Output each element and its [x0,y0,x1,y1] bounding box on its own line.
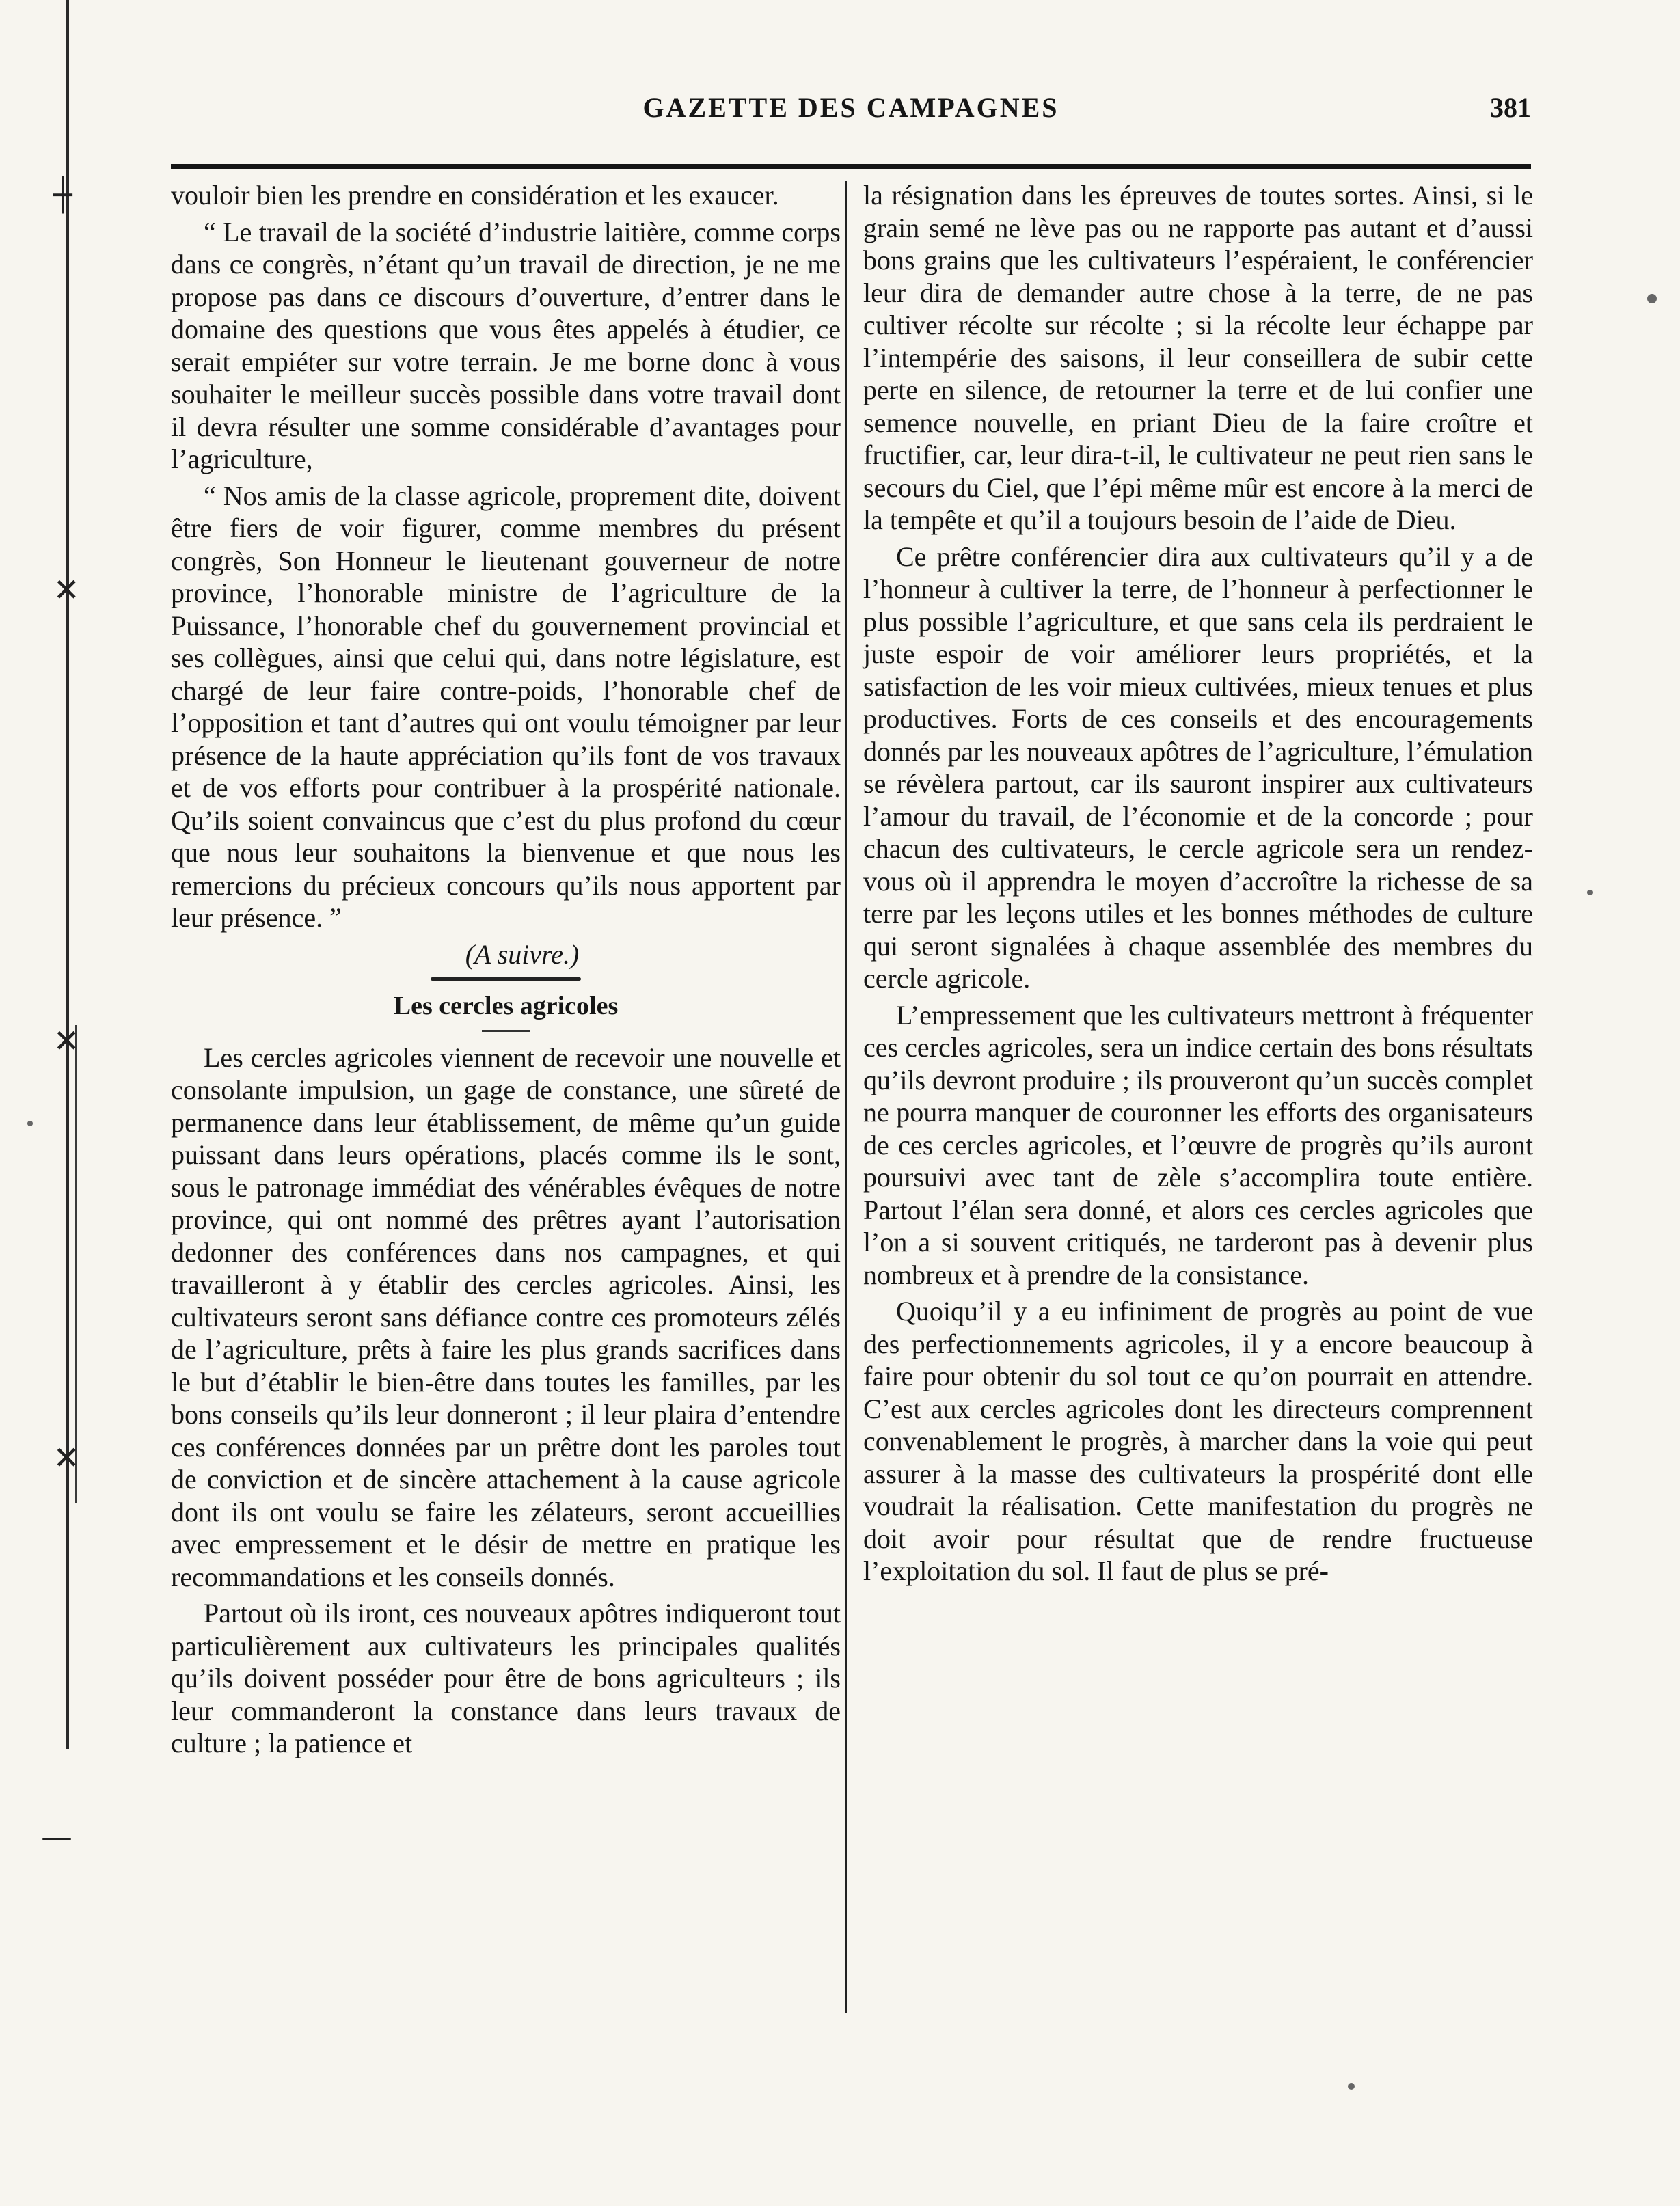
section-separator [431,977,581,981]
journal-title: GAZETTE DES CAMPAGNES [642,92,1059,123]
paragraph: “ Le travail de la société d’industrie laitière, comme corps dans ce congrès, n’étant qu’un travail de direction, je ne me propose pas dans ce discours d’ouverture, d’entrer dans le domaine des questions que vous êtes appelés à étudier, ce serait empiéter sur votre terrain. Je me borne donc à vous souhaiter le meilleur succès possible dans votre travail dont il devra résulter une somme considérable d’avantages pour l’agriculture, [171,216,841,474]
paragraph: la résignation dans les épreuves de toutes sortes. Ainsi, si le grain semé ne lève pas ou ne rapporte pas autant et d’aussi bons grains que les cultivateurs l’espéraient, le conférencier leur dira de demander autre chose à la terre, de ne pas cultiver récolte sur récolte ; si la récolte leur échappe par l’intempérie des saisons, il leur conseillera de subir cette perte en silence, de retourner la terre et de lui confier une semence nouvelle, en priant Dieu de la faire croître et fructifier, car, leur dira-t-il, le cultivateur ne peut rien sans le secours du Ciel, que l’épi même mûr est encore à la merci de la tempête et qu’il a toujours besoin de l’aide de Dieu. [863,180,1533,535]
speck [1587,890,1593,895]
binding-mark-icon: ✕ [53,571,80,608]
column-divider [845,181,847,2013]
speck [27,1121,33,1126]
paragraph: L’empressement que les cultivateurs mettront à fréquenter ces cercles agricoles, sera un indice certain des bons résultats qu’ils devront produire ; ils prouveront qu’un succès complet ne pourra manquer de couronner les efforts des organisateurs de ces cercles agricoles, et l’œuvre de progrès qu’ils auront poursuivi avec tant de zèle s’accomplira toute entière. Partout l’élan sera donné, et alors ces cercles agricoles que l’on a si souvent critiqués, ne tarderont pas à devenir plus nombreux et à prendre de la consistance. [863,999,1533,1290]
header-rule [171,164,1531,169]
paragraph: Quoiqu’il y a eu infiniment de progrès au point de vue des perfectionnements agricoles, il y a encore beaucoup à faire pour obtenir du sol tout ce qu’on pourrait en attendre. C’est aux cercles agricoles dont les directeurs comprennent convenablement le progrès, à marcher dans la voie qui peut assurer à la masse des cultivateurs la prospérité dont elle voudrait la réalisation. Cette manifestation du progrès ne doit avoir pour résultat que de rendre fructueuse l’exploitation du sol. Il faut de plus se pré- [863,1296,1533,1586]
binding-mark-icon: ┼ [53,176,72,213]
paragraph: Ce prêtre conférencier dira aux cultivateurs qu’il y a de l’honneur à cultiver la terre, de l’honneur à perfectionner le plus possible l’agriculture, et que sans cela ils perdraient le juste espoir de voir améliorer leurs propriétés, et la satisfaction de les voir mieux cultivées, mieux tenues et plus productives. Forts de ces conseils et des encouragements donnés par les nouveaux apôtres de l’agriculture, l’émulation se révèlera partout, car ils sauront inspirer aux cultivateurs l’amour du travail, de l’économie et de la concorde ; pour chacun des cultivateurs, le cercle agricole sera un rendez-vous où il apprendra le moyen d’accroître la richesse de sa terre par les leçons utiles et les bonnes méthodes de culture qui seront signalées à chaque assemblée des membres du cercle agricole. [863,541,1533,994]
binding-mark-icon: ✕ [53,1439,80,1476]
speck [1348,2083,1355,2090]
page-number: 381 [1490,92,1531,123]
right-column [863,179,1533,1592]
paragraph: Partout où ils iront, ces nouveaux apôtres indiqueront tout particulièrement aux cultivateurs les principales qualités qu’ils doivent posséder pour être de bons agriculteurs ; ils leur commanderont la constance dans leurs travaux de culture ; la patience et [171,1598,841,1758]
binding-mark-icon: ✕ [53,1022,80,1059]
paragraph: Les cercles agricoles viennent de recevoir une nouvelle et consolante impulsion, un gage de constance, une sûreté de permanence dans leur établissement, de même qu’un guide puissant dans leurs opérations, placés comme ils le sont, sous le patronage immédiat des vénérables évêques de notre province, qui ont nommé des prêtres ayant l’autorisation dedonner des conférences dans nos campagnes, et qui travailleront à y établir des cercles agricoles. Ainsi, les cultivateurs seront sans défiance contre ces promoteurs zélés de l’agriculture, prêts à faire les plus grands sacrifices dans le but d’établir le bien-être dans toutes les familles, par les bons conseils qu’ils leur donneront ; il leur plaira d’entendre ces conférences données par un prêtre dont les paroles tout de conviction et de sincère attachement à la cause agricole dont ils ont voulu se faire les zélateurs, seront accueillies avec empressement et le désir de mettre en pratique les recommandations et les conseils donnés. [171,1041,841,1592]
paragraph: “ Nos amis de la classe agricole, proprement dite, doivent être fiers de voir figurer, comme membres du présent congrès, Son Honneur le lieutenant gouverneur de notre province, l’honorable ministre de l’agriculture de la Puissance, l’honorable chef du gouvernement provincial et ses collègues, ainsi que celui qui, dans notre législature, est chargé de leur faire contre-poids, l’honorable chef de l’opposition et tant d’autres qui ont voulu témoigner par leur présence de la haute appréciation qu’ils font de vos travaux et de vos efforts pour contribuer à la prospérité nationale. Qu’ils soient convaincus que c’est du plus profond du cœur que nous leur souhaitons la bienvenue et que nous les remercions du précieux concours qu’ils nous apportent par leur présence. ” [171,480,841,933]
binding-mark-icon: — [41,1819,72,1855]
binding-rule-secondary [75,1025,77,1503]
speck [1647,294,1657,303]
binding-rule [66,0,69,1749]
title-dash [482,1030,530,1032]
paragraph: vouloir bien les prendre en considération et les exaucer. [171,180,779,210]
left-column [171,179,841,1764]
page-header [171,89,1531,130]
section-title: Les cercles agricoles [393,992,619,1020]
to-be-continued: (A suivre.) [465,938,580,970]
